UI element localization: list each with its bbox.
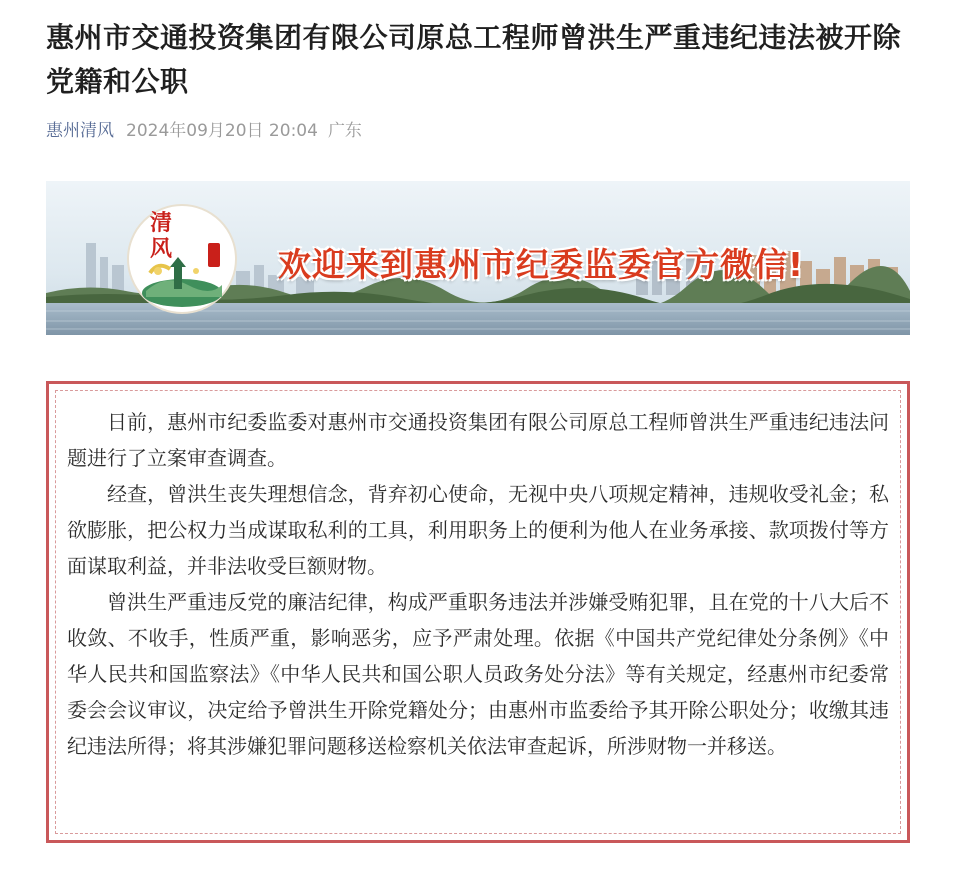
logo-char-qing: 清 xyxy=(150,211,173,236)
publish-location: 广东 xyxy=(327,120,362,141)
logo-char-feng: 风 xyxy=(150,237,173,262)
paragraph: 日前，惠州市纪委监委对惠州市交通投资集团有限公司原总工程师曾洪生严重违纪违法问题进行了立案审查调查。 xyxy=(67,410,889,470)
banner-slogan: 欢迎来到惠州市纪委监委官方微信! xyxy=(278,245,805,284)
publish-date: 2024年09月20日 20:04 xyxy=(126,120,318,141)
notice-body xyxy=(67,404,889,764)
qingfeng-logo xyxy=(128,205,236,313)
article-meta xyxy=(46,115,362,141)
notice-box xyxy=(46,381,910,843)
header-banner xyxy=(46,181,910,335)
paragraph: 经查，曾洪生丧失理想信念，背弃初心使命，无视中央八项规定精神，违规收受礼金；私欲膨胀，把公权力当成谋取私利的工具，利用职务上的便利为他人在业务承接、款项拨付等方面谋取利益，并非法收受巨额财物。 xyxy=(67,482,889,578)
article-title: 惠州市交通投资集团有限公司原总工程师曾洪生严重违纪违法被开除党籍和公职 xyxy=(46,21,902,98)
paragraph: 曾洪生严重违反党的廉洁纪律，构成严重职务违法并涉嫌受贿犯罪，且在党的十八大后不收敛、不收手，性质严重，影响恶劣，应予严肃处理。依据《中国共产党纪律处分条例》《中华人民共和国监察法》《中华人民共和国公职人员政务处分法》等有关规定，经惠州市纪委常委会会议审议，决定给予曾洪生开除党籍处分；由惠州市监委给予其开除公职处分；收缴其违纪违法所得；将其涉嫌犯罪问题移送检察机关依法审查起诉，所涉财物一并移送。 xyxy=(67,590,889,758)
account-name-link[interactable]: 惠州清风 xyxy=(46,120,114,141)
